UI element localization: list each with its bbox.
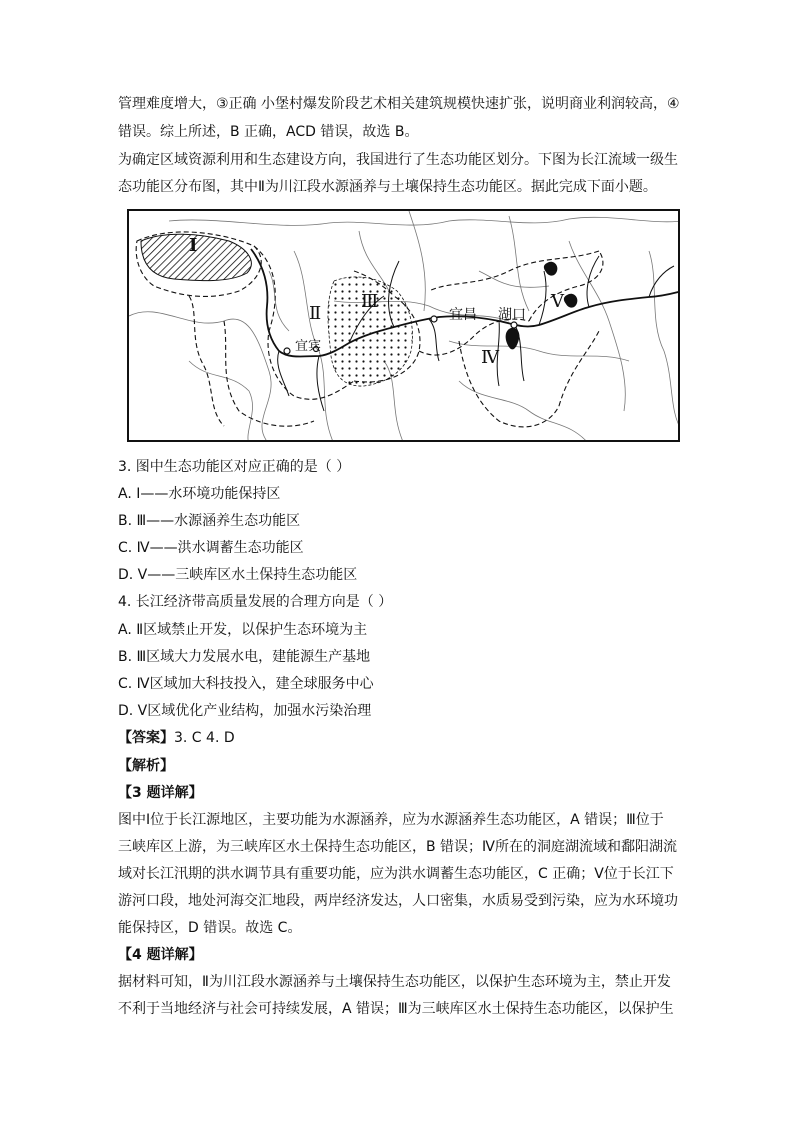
q3-analysis-line-5: 能保持区，D 错误。故选 C。 bbox=[118, 920, 302, 936]
yichang-marker bbox=[431, 316, 437, 322]
city-label-yichang: 宜昌 bbox=[449, 307, 477, 323]
q4-analysis-heading: 【4 题详解】 bbox=[118, 947, 203, 963]
q3-analysis-line-1: 图中Ⅰ位于长江源地区，主要功能为水源涵养，应为水源涵养生态功能区，A 错误；Ⅲ位于 bbox=[118, 812, 664, 828]
question-4-option-c: C. Ⅳ区域加大科技投入，建全球服务中心 bbox=[118, 676, 374, 692]
question-4-option-d: D. Ⅴ区域优化产业结构，加强水污染治理 bbox=[118, 703, 372, 719]
yangtze-ecological-zone-map bbox=[127, 209, 680, 442]
map-svg bbox=[129, 211, 680, 442]
question-3-option-d: D. Ⅴ——三峡库区水土保持生态功能区 bbox=[118, 567, 358, 583]
city-label-yibin: 宜宾 bbox=[295, 339, 322, 354]
zone-label-I: Ⅰ bbox=[189, 235, 198, 256]
q4-analysis-line-2: 不利于当地经济与社会可持续发展，A 错误；Ⅲ为三峡库区水土保持生态功能区，以保护生 bbox=[118, 1001, 674, 1017]
q3-analysis-line-3: 域对长江汛期的洪水调节具有重要功能，应为洪水调蓄生态功能区，C 正确；Ⅴ位于长江下 bbox=[118, 866, 674, 882]
question-3-stem: 3. 图中生态功能区对应正确的是（ ） bbox=[118, 459, 351, 475]
analysis-heading: 【解析】 bbox=[118, 758, 174, 774]
zone-label-III: Ⅲ bbox=[361, 291, 379, 312]
question-3-option-b: B. Ⅲ——水源涵养生态功能区 bbox=[118, 513, 301, 529]
question-4-option-b: B. Ⅲ区域大力发展水电，建能源生产基地 bbox=[118, 649, 371, 665]
question-4-option-a: A. Ⅱ区域禁止开发，以保护生态环境为主 bbox=[118, 622, 368, 638]
q3-analysis-line-4: 游河口段，地处河海交汇地段，两岸经济发达，人口密集，水质易受到污染，应为水环境功 bbox=[118, 893, 678, 909]
answer-label: 【答案】 bbox=[118, 730, 174, 746]
q3-analysis-line-2: 三峡库区上游，为三峡库区水土保持生态功能区，B 错误；Ⅳ所在的洞庭湖流域和鄱阳湖流 bbox=[118, 839, 677, 855]
intro-line-4: 态功能区分布图，其中Ⅱ为川江段水源涵养与土壤保持生态功能区。据此完成下面小题。 bbox=[118, 179, 657, 195]
intro-line-1: 管理难度增大，③正确 小堡村爆发阶段艺术相关建筑规模快速扩张，说明商业利润较高，④ bbox=[118, 96, 680, 112]
question-3-option-c: C. Ⅳ——洪水调蓄生态功能区 bbox=[118, 540, 304, 556]
lakes bbox=[506, 262, 578, 350]
q3-analysis-heading: 【3 题详解】 bbox=[118, 785, 203, 801]
question-4-stem: 4. 长江经济带高质量发展的合理方向是（ ） bbox=[118, 594, 393, 610]
answer-line bbox=[118, 729, 235, 747]
intro-line-2: 错误。综上所述，B 正确，ACD 错误，故选 B。 bbox=[118, 124, 419, 140]
yibin-marker bbox=[284, 348, 290, 354]
intro-line-3: 为确定区域资源利用和生态建设方向，我国进行了生态功能区划分。下图为长江流域一级生 bbox=[118, 152, 678, 168]
city-label-hukou: 湖口 bbox=[498, 307, 526, 323]
q4-analysis-line-1: 据材料可知，Ⅱ为川江段水源涵养与土壤保持生态功能区，以保护生态环境为主，禁止开发 bbox=[118, 974, 671, 990]
zone-label-IV: Ⅳ bbox=[481, 347, 499, 368]
zone-label-II: Ⅱ bbox=[309, 303, 322, 324]
answer-value: 3. C 4. D bbox=[174, 730, 235, 746]
zone-label-V: Ⅴ bbox=[551, 291, 564, 312]
question-3-option-a: A. Ⅰ——水环境功能保持区 bbox=[118, 486, 281, 502]
